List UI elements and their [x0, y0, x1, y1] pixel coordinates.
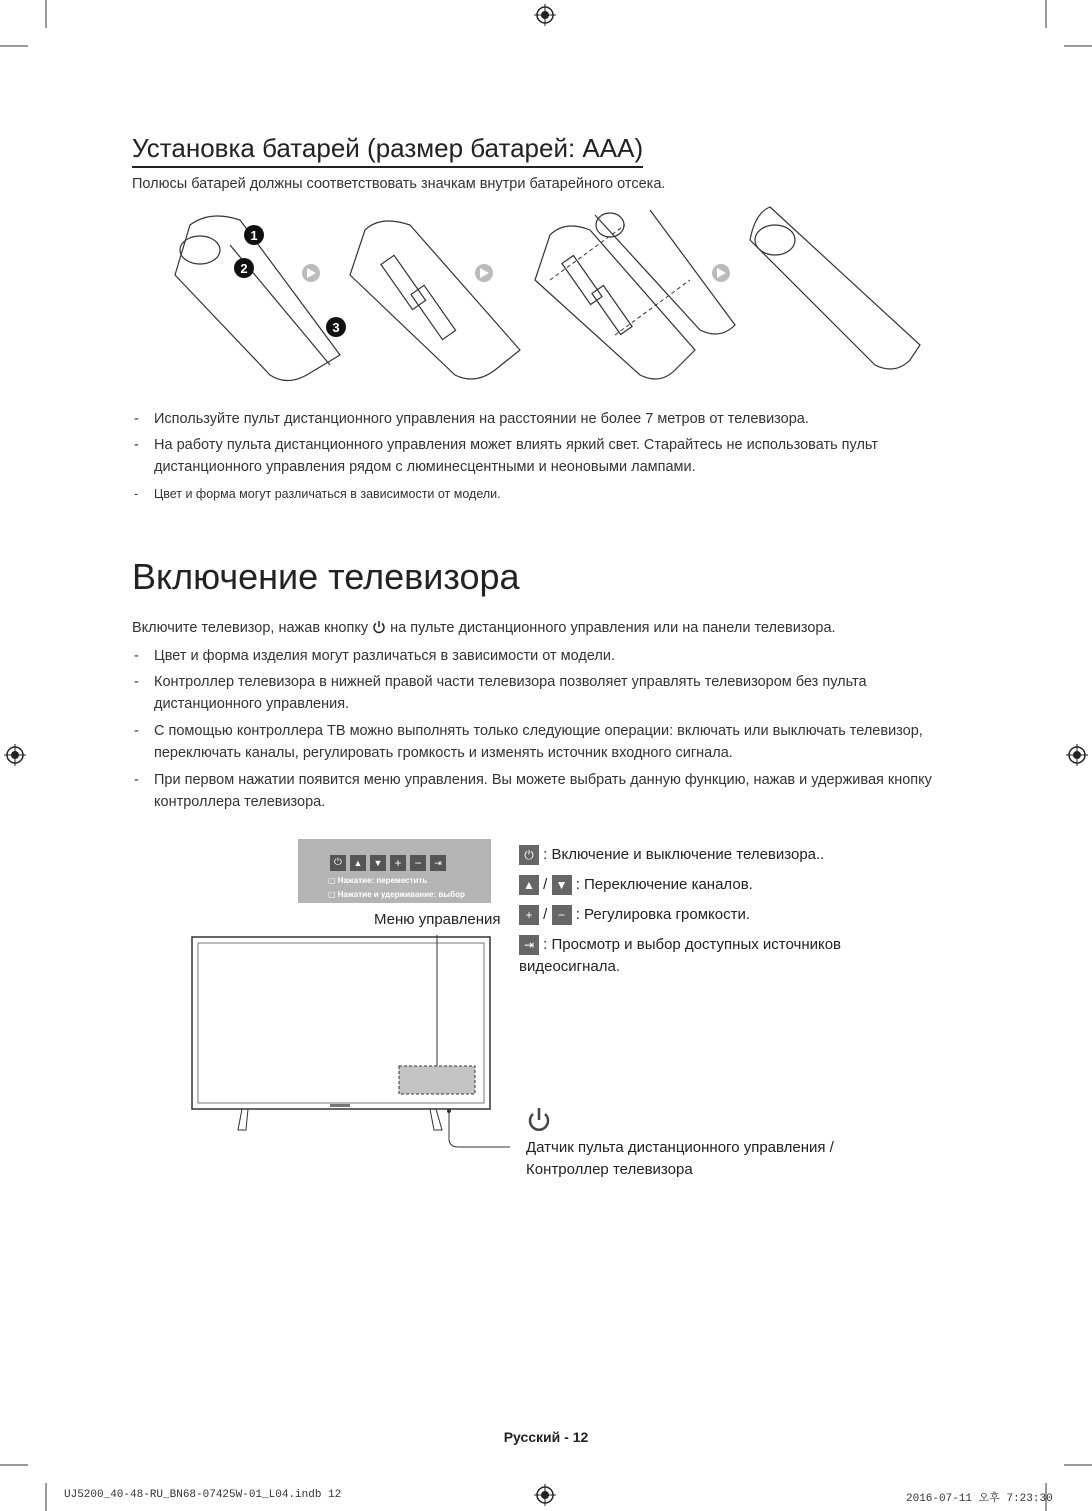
power-note: - Цвет и форма изделия могут различаться в зависимости от модели.: [134, 648, 615, 664]
power-section-heading: Включение телевизора: [132, 556, 520, 597]
power-note: - С помощью контроллера ТВ можно выполнять только следующие операции: включать или выключать телевизор, переключать каналы, регулировать громкость и изменять источник входного сигнала.: [134, 723, 923, 761]
battery-note: - На работу пульта дистанционного управления может влиять яркий свет. Старайтесь не использовать пульт дистанционного управления рядом с люминесцентными и неоновыми лампами.: [134, 437, 878, 475]
battery-section-intro: Полюсы батарей должны соответствовать значкам внутри батарейного отсека.: [132, 176, 666, 192]
volume-up-icon: +: [390, 855, 406, 871]
power-icon: ⏻: [519, 845, 539, 865]
footer-date: 2016-07-11 오후 7:23:30: [906, 1493, 1053, 1505]
tv-illustration: [190, 935, 510, 1155]
legend-volume: + / − : Регулировка громкости.: [519, 904, 750, 926]
step-1-label: 1: [250, 228, 258, 243]
power-icon: ⏻: [330, 855, 346, 871]
control-menu-label: Меню управления: [374, 911, 501, 928]
registration-mark-icon: [4, 744, 26, 766]
volume-down-icon: −: [552, 905, 572, 925]
registration-mark-icon: [534, 4, 556, 26]
sensor-label: Датчик пульта дистанционного управления / Контроллер телевизора: [526, 1139, 834, 1178]
control-menu-panel: [298, 839, 491, 903]
power-icon: [372, 620, 386, 634]
power-section-intro: Включите телевизор, нажав кнопку на пульте дистанционного управления или на панели телевизора.: [132, 620, 836, 636]
channel-down-icon: ▼: [552, 875, 572, 895]
registration-mark-icon: [1066, 744, 1088, 766]
legend-channel: ▲ / ▼ : Переключение каналов.: [519, 874, 753, 896]
battery-note: - Цвет и форма могут различаться в зависимости от модели.: [134, 487, 501, 501]
volume-down-icon: −: [410, 855, 426, 871]
channel-down-icon: ▼: [370, 855, 386, 871]
arrow-right-circle-icon: [475, 264, 493, 282]
channel-up-icon: ▲: [519, 875, 539, 895]
registration-mark-icon: [534, 1484, 556, 1506]
battery-note: - Используйте пульт дистанционного управления на расстоянии не более 7 метров от телевизора.: [134, 411, 809, 427]
channel-up-icon: ▲: [350, 855, 366, 871]
arrow-right-circle-icon: [712, 264, 730, 282]
step-3-label: 3: [332, 320, 340, 335]
battery-section-heading: Установка батарей (размер батарей: AAA): [132, 132, 643, 168]
step-2-label: 2: [240, 261, 248, 276]
legend-source: ⇥ : Просмотр и выбор доступных источников видеосигнала.: [519, 936, 842, 975]
source-icon: ⇥: [519, 935, 539, 955]
source-icon: ⇥: [430, 855, 446, 871]
power-note: - Контроллер телевизора в нижней правой части телевизора позволяет управлять телевизором без пульта дистанционного управления.: [134, 674, 867, 712]
power-icon: [526, 1106, 552, 1134]
control-menu-line1: ▢ Нажатие: переместить: [328, 876, 428, 885]
control-menu-line2: ▢ Нажатие и удерживание: выбор: [328, 890, 465, 899]
battery-illustration: [170, 205, 930, 385]
page-number: Русский - 12: [503, 1429, 589, 1445]
legend-power: ⏻ : Включение и выключение телевизора..: [519, 844, 824, 866]
footer-file: UJ5200_40-48-RU_BN68-07425W-01_L04.indb 12: [64, 1489, 342, 1501]
volume-up-icon: +: [519, 905, 539, 925]
arrow-right-circle-icon: [302, 264, 320, 282]
power-note: - При первом нажатии появится меню управления. Вы можете выбрать данную функцию, нажав и удерживая кнопку контроллера телевизора.: [134, 772, 932, 810]
